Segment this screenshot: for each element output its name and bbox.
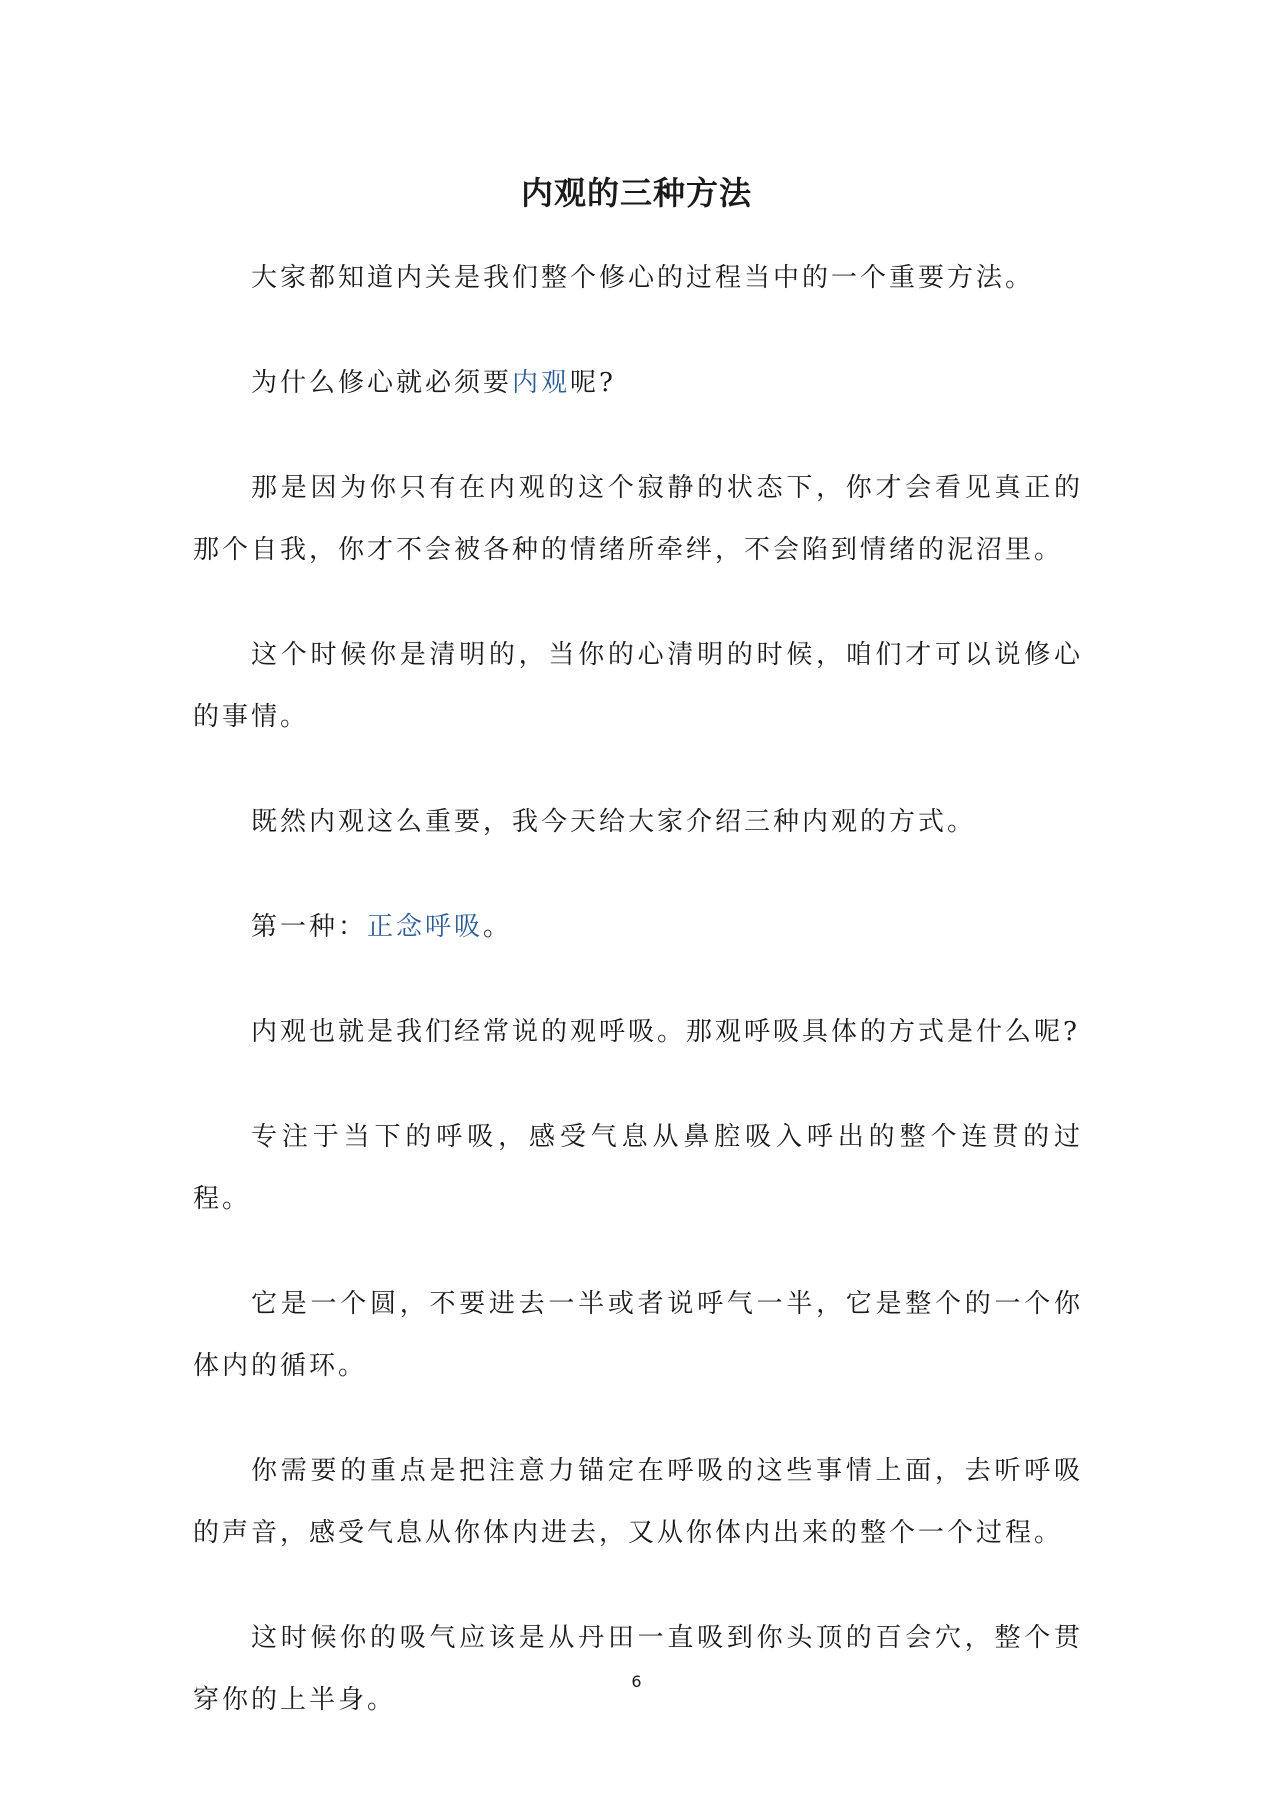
paragraph: 专注于当下的呼吸，感受气息从鼻腔吸入呼出的整个连贯的过程。: [193, 1122, 1083, 1214]
document-body: [193, 247, 1083, 1774]
paragraph: [193, 352, 1083, 414]
paragraph: 你需要的重点是把注意力锚定在呼吸的这些事情上面，去听呼吸的声音，感受气息从你体内进去，又从你体内出来的整个一个过程。: [193, 1456, 1083, 1548]
highlighted-term: 内观: [512, 368, 571, 398]
paragraph: 内观也就是我们经常说的观呼吸。那观呼吸具体的方式是什么呢?: [251, 1017, 1080, 1047]
paragraph: 这个时候你是清明的，当你的心清明的时候，咱们才可以说修心的事情。: [193, 640, 1083, 732]
highlighted-term: 正念呼吸: [367, 912, 484, 942]
page-title: 内观的三种方法: [520, 174, 752, 212]
paragraph-text: 为什么修心就必须要: [251, 368, 513, 398]
paragraph: 它是一个圆，不要进去一半或者说呼气一半，它是整个的一个你体内的循环。: [193, 1289, 1083, 1381]
paragraph: 大家都知道内关是我们整个修心的过程当中的一个重要方法。: [251, 263, 1035, 293]
paragraph: [193, 896, 1083, 958]
paragraph-text: 。: [483, 912, 513, 942]
paragraph-text: 第一种：: [251, 912, 368, 942]
paragraph: 那是因为你只有在内观的这个寂静的状态下，你才会看见真正的那个自我，你才不会被各种的情绪所牵绊，不会陷到情绪的泥沼里。: [193, 473, 1083, 565]
paragraph-text: 呢?: [570, 368, 616, 398]
paragraph: 既然内观这么重要，我今天给大家介绍三种内观的方式。: [251, 807, 977, 837]
paragraph: 这时候你的吸气应该是从丹田一直吸到你头顶的百会穴，整个贯穿你的上半身。: [193, 1623, 1083, 1715]
page-number: 6: [631, 1672, 642, 1691]
